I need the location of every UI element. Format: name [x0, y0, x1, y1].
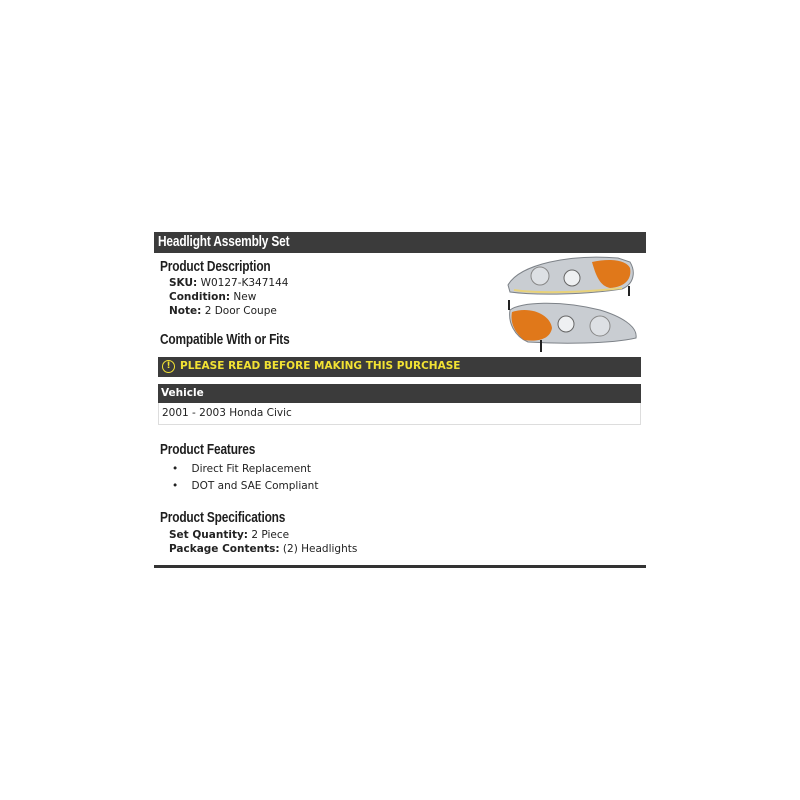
note-value: 2 Door Coupe: [204, 305, 277, 317]
exclamation-circle-icon: !: [162, 360, 175, 373]
set-quantity-line: [169, 529, 289, 541]
feature-text: Direct Fit Replacement: [191, 463, 311, 475]
vehicle-column-header: Vehicle: [161, 387, 204, 399]
title-bar: [154, 232, 646, 253]
set-quantity-value: 2 Piece: [251, 529, 290, 541]
sku-line: [169, 277, 288, 289]
vehicle-table-header: [158, 384, 641, 403]
product-description-heading: Product Description: [160, 259, 271, 275]
condition-value: New: [233, 291, 257, 303]
product-specifications-heading: Product Specifications: [160, 510, 286, 526]
table-row: [158, 403, 641, 425]
package-contents-line: [169, 543, 357, 555]
note-line: [169, 305, 277, 317]
warning-text: PLEASE READ BEFORE MAKING THIS PURCHASE: [180, 360, 461, 372]
compatible-heading: Compatible With or Fits: [160, 332, 290, 348]
vehicle-cell: 2001 - 2003 Honda Civic: [162, 407, 292, 419]
condition-line: [169, 291, 256, 303]
sku-label: SKU:: [169, 277, 198, 289]
headlights-image: [500, 252, 645, 357]
note-label: Note:: [169, 305, 202, 317]
package-contents-label: Package Contents:: [169, 543, 280, 555]
headlight-right: [508, 300, 636, 352]
feature-text: DOT and SAE Compliant: [191, 480, 319, 492]
warning-bar[interactable]: [158, 357, 641, 377]
package-contents-value: (2) Headlights: [282, 543, 358, 555]
list-item: • Direct Fit Replacement: [172, 463, 311, 475]
product-features-heading: Product Features: [160, 442, 256, 458]
page-title: Headlight Assembly Set: [158, 234, 290, 250]
condition-label: Condition:: [169, 291, 231, 303]
bottom-divider: [154, 565, 646, 568]
headlight-left: [508, 257, 633, 296]
set-quantity-label: Set Quantity:: [169, 529, 249, 541]
list-item: • DOT and SAE Compliant: [172, 480, 319, 492]
sku-value: W0127-K347144: [200, 277, 289, 289]
